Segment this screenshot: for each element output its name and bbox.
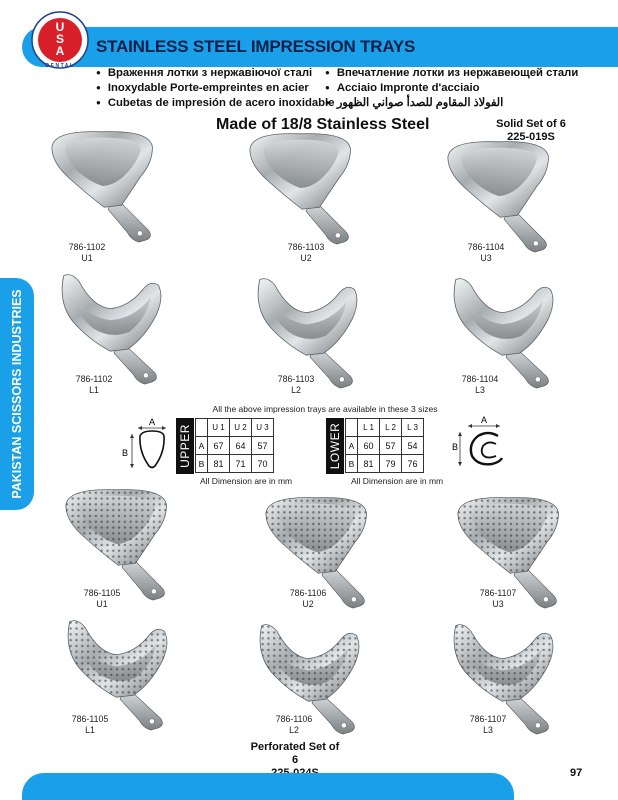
row-label: B (346, 455, 358, 473)
row-label: A (346, 437, 358, 455)
part-size: U3 (480, 253, 492, 263)
col-header: L 3 (402, 419, 424, 437)
size-value: 81 (358, 455, 380, 473)
perforated-set-title: Perforated Set of 6 (250, 741, 340, 766)
tray-image-solid-l2 (244, 272, 374, 390)
tray-image-solid-l3 (440, 272, 570, 390)
col-header: U 1 (208, 419, 230, 437)
footer-bar (22, 773, 514, 800)
solid-set-title: Solid Set of 6 (496, 118, 566, 130)
part-size: L1 (89, 385, 99, 395)
material-heading: Made of 18/8 Stainless Steel (216, 116, 430, 133)
dimension-a-label: A (148, 417, 156, 427)
part-code: 786-1107 (469, 714, 507, 724)
part-label-solid-l3 (450, 374, 510, 396)
logo-letter-1: U (55, 20, 65, 34)
upper-label: UPPER (176, 418, 194, 474)
bullets-right (325, 66, 578, 111)
col-header: L 1 (358, 419, 380, 437)
dimension-b-label: B (452, 442, 459, 452)
dimension-a-label: A (480, 415, 488, 425)
row-label: B (196, 455, 208, 473)
part-label-perforated-l2 (264, 714, 324, 736)
tray-image-solid-l1 (48, 268, 178, 386)
part-code: 786-1105 (83, 588, 121, 598)
part-size: U3 (492, 599, 504, 609)
part-size: U2 (302, 599, 314, 609)
col-header: U 2 (230, 419, 252, 437)
sizes-note: All the above impression trays are available in these 3 sizes (212, 404, 438, 414)
part-label-solid-u2 (276, 242, 336, 264)
lower-label: LOWER (326, 418, 344, 474)
bullet-italian: ● Acciaio Impronte d'acciaio (325, 81, 578, 96)
size-value: 60 (358, 437, 380, 455)
part-size: U2 (300, 253, 312, 263)
part-label-solid-u3 (456, 242, 516, 264)
tray-image-solid-u2 (240, 128, 370, 246)
size-value: 79 (380, 455, 402, 473)
part-size: L1 (85, 725, 95, 735)
size-value: 81 (208, 455, 230, 473)
bullets-left (96, 66, 334, 111)
part-label-perforated-u1 (72, 588, 132, 610)
size-value: 67 (208, 437, 230, 455)
lower-dimension-diagram (448, 412, 512, 472)
size-value: 57 (380, 437, 402, 455)
size-value: 64 (230, 437, 252, 455)
part-code: 786-1105 (71, 714, 109, 724)
usa-dental-logo (30, 10, 90, 70)
dimension-b-label: B (122, 448, 129, 458)
bullet-arabic: ● الفولاذ المقاوم للصدأ صواني الظهور (325, 96, 578, 111)
part-code: 786-1104 (467, 242, 505, 252)
part-label-perforated-u3 (468, 588, 528, 610)
part-label-perforated-l3 (458, 714, 518, 736)
part-code: 786-1106 (275, 714, 313, 724)
part-label-perforated-l1 (60, 714, 120, 736)
size-value: 57 (252, 437, 274, 455)
row-label: A (196, 437, 208, 455)
tray-image-solid-u3 (438, 136, 568, 254)
part-size: L2 (291, 385, 301, 395)
company-name: PAKISTAN SCISSORS INDUSTRIES (10, 289, 24, 499)
tray-image-solid-u1 (42, 126, 172, 244)
size-value: 54 (402, 437, 424, 455)
page-number: 97 (570, 767, 583, 779)
part-code: 786-1102 (68, 242, 106, 252)
part-code: 786-1106 (289, 588, 327, 598)
size-value: 76 (402, 455, 424, 473)
solid-set-code: 225-019S (507, 131, 555, 143)
part-size: U1 (81, 253, 93, 263)
logo-letter-3: A (55, 44, 65, 58)
part-code: 786-1102 (75, 374, 113, 384)
part-label-solid-l1 (64, 374, 124, 396)
logo-dental-text: DENTAL (45, 63, 75, 69)
part-label-solid-u1 (57, 242, 117, 264)
col-header: U 3 (252, 419, 274, 437)
part-size: L3 (475, 385, 485, 395)
part-label-solid-l2 (266, 374, 326, 396)
tray-image-perforated-u1 (56, 484, 186, 602)
upper-dimension-diagram (118, 414, 176, 472)
part-size: L2 (289, 725, 299, 735)
size-value: 71 (230, 455, 252, 473)
lower-dimension-note: All Dimension are in mm (351, 476, 444, 486)
bullet-spanish: ● Cubetas de impresión de acero inoxidable (96, 96, 334, 111)
page-title: STAINLESS STEEL IMPRESSION TRAYS (96, 37, 416, 56)
part-code: 786-1103 (277, 374, 315, 384)
part-code: 786-1107 (479, 588, 517, 598)
part-code: 786-1104 (461, 374, 499, 384)
size-value: 70 (252, 455, 274, 473)
part-size: U1 (96, 599, 108, 609)
part-size: L3 (483, 725, 493, 735)
upper-dimension-note: All Dimension are in mm (200, 476, 293, 486)
bullet-french: ● Inoxydable Porte-empreintes en acier (96, 81, 334, 96)
part-code: 786-1103 (287, 242, 325, 252)
bullet-russian: ● Впечатление лотки из нержавеющей стали (325, 66, 578, 81)
lower-size-table (345, 418, 424, 473)
logo-letter-2: S (55, 32, 65, 46)
part-label-perforated-u2 (278, 588, 338, 610)
upper-size-table (195, 418, 274, 473)
col-header: L 2 (380, 419, 402, 437)
bullet-ukrainian: ● Враження лотки з нержавіючої сталі (96, 66, 334, 81)
